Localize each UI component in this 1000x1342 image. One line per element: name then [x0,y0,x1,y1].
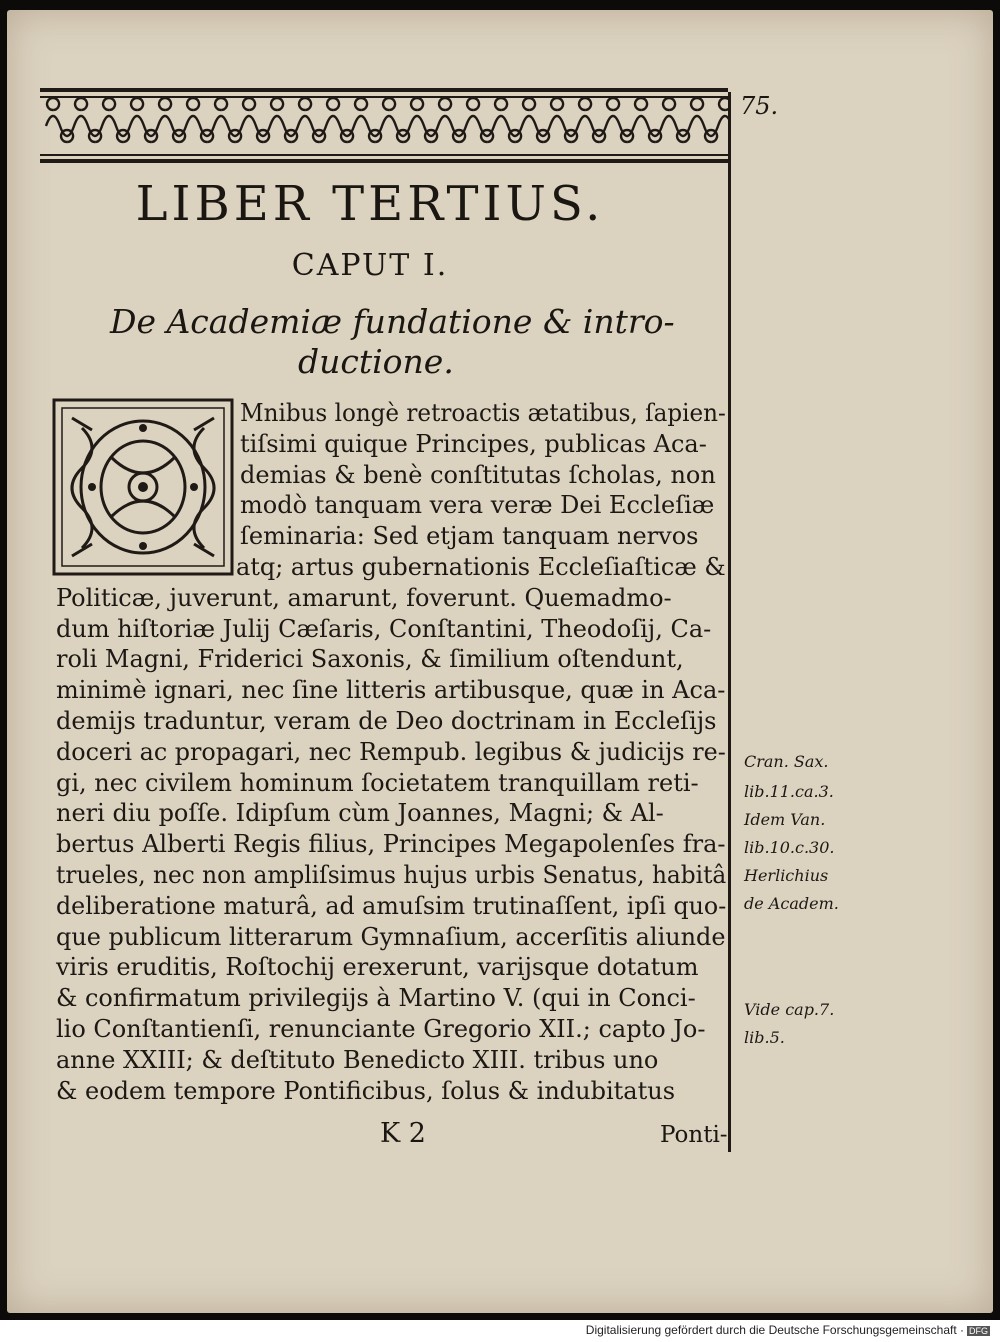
chapter-heading: CAPUT I. [291,248,449,283]
body-line: roli Magni, Friderici Saxonis, & ſimilium oſtendunt, [56,645,684,674]
marginal-note: Herlichius [744,866,829,885]
body-line: demias & benè conſtitutas ſcholas, non [240,460,716,489]
body-line: & eodem tempore Pontificibus, ſolus & indubitatus [56,1076,676,1105]
marginal-note: Cran. Sax. [744,752,829,771]
marginal-note: lib.11.ca.3. [744,782,834,801]
marginal-note: Vide cap.7. [744,1000,835,1019]
chapter-subtitle-line-1: De Academiæ fundatione & intro- [110,302,675,341]
body-line: neri diu poſſe. Idipſum cùm Joannes, Magni; & Al- [56,799,664,828]
body-line: Politicæ, juverunt, amarunt, foverunt. Quemadmo- [56,583,672,612]
marginal-note: Idem Van. [744,810,826,829]
body-line: dum hiſtoriæ Julij Cæſaris, Conſtantini, Theodoſij, Ca- [56,614,712,643]
body-line: minimè ignari, nec ſine litteris artibusque, quæ in Aca- [56,676,726,705]
page-number: 75. [740,92,779,120]
body-line: lio Conſtantienſi, renunciante Gregorio XII.; capto Jo- [56,1015,706,1043]
body-line: deliberatione maturâ, ad amuſsim trutinaſſent, ipſi quo- [56,891,727,920]
footer-credit [586,1323,990,1337]
body-line: que publicum litterarum Gymnaſium, accerſitis aliunde [56,922,726,951]
body-line: doceri ac propagari, nec Rempub. legibus & judicijs re- [56,737,726,766]
body-line: tiſsimi quique Principes, publicas Aca- [240,429,707,458]
footer-text: Digitalisierung gefördert durch die Deutsche Forschungsgemeinschaft · [585,1323,964,1337]
marginal-note: de Academ. [744,894,839,913]
body-line: gi, nec civilem hominum ſocietatem tranquillam reti- [56,768,699,797]
catchword: Ponti- [660,1122,728,1148]
decorated-initial-O [52,398,234,576]
body-line: modò tanquam vera veræ Dei Eccleſiæ [240,491,715,520]
marginal-note: lib.5. [744,1028,785,1047]
body-line: viris eruditis, Roſtochij erexerunt, varijsque dotatum [56,953,699,982]
body-line: bertus Alberti Regis filius, Principes Megapolenſes fra- [56,830,726,859]
margin-rule [728,92,731,1152]
dfg-logo: DFG [969,1326,988,1336]
book-title: LIBER TERTIUS. [135,176,605,232]
body-line: & confirmatum privilegijs à Martino V. (qui in Conci- [56,984,696,1013]
signature-mark: K 2 [380,1118,426,1149]
chapter-subtitle-line-2: ductione. [298,342,454,381]
marginal-note: lib.10.c.30. [744,838,835,857]
body-line: anne XXIII; & deſtituto Benedicto XIII. tribus uno [56,1045,659,1074]
body-line: Mnibus longè retroactis ætatibus, ſapien- [240,399,726,427]
body-line: ſeminaria: Sed etjam tanquam nervos [240,522,699,551]
ornamental-headband [40,88,728,166]
body-line: trueles, nec non ampliſsimus hujus urbis Senatus, habitâ [56,861,727,889]
body-line: atq; artus gubernationis Eccleſiaſticæ & [236,553,726,581]
body-line: demijs traduntur, veram de Deo doctrinam in Eccleſijs [56,707,717,735]
